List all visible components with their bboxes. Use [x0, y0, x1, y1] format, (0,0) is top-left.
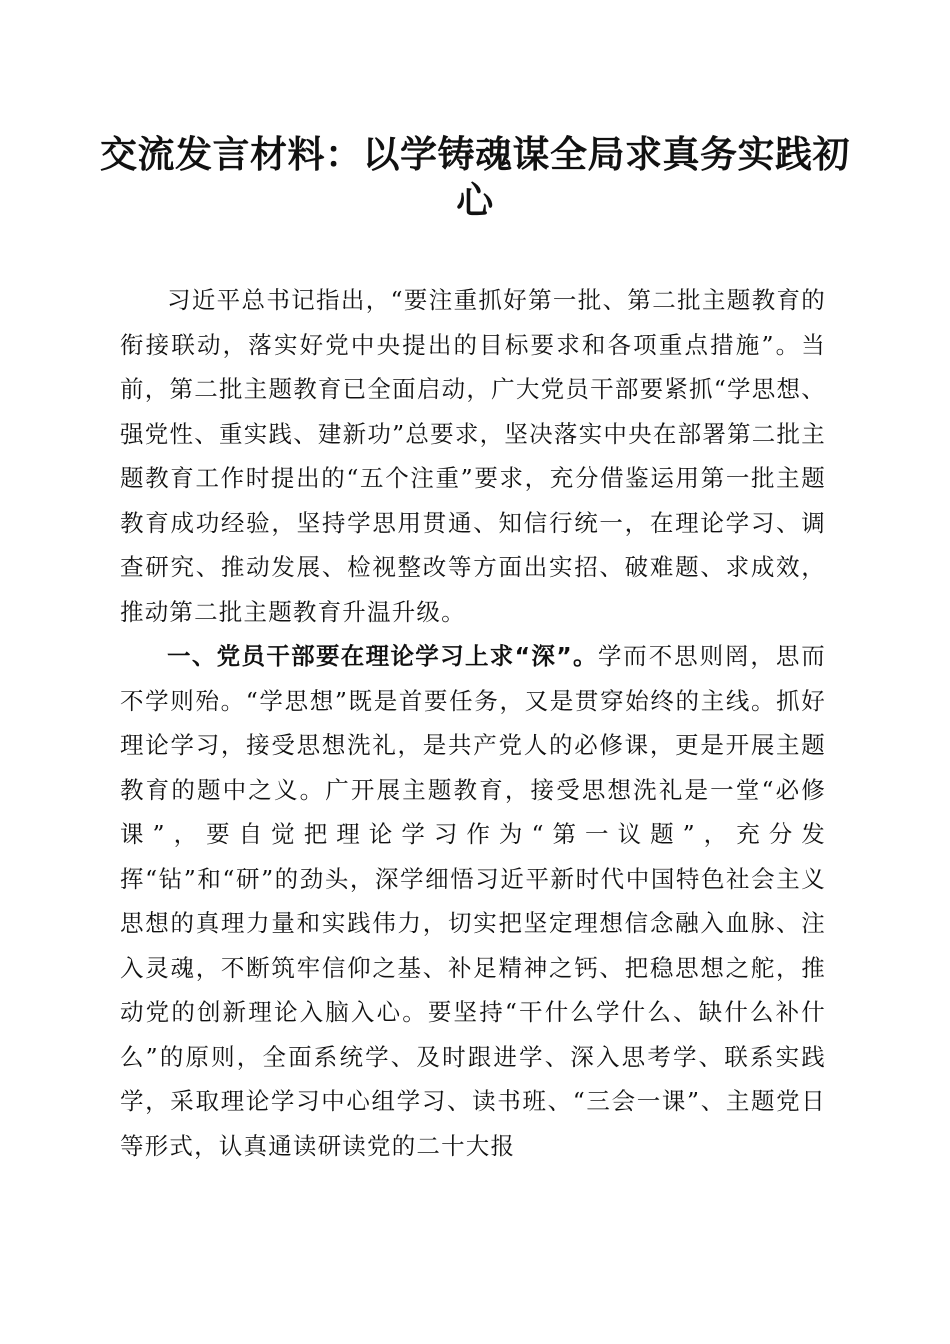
document-body — [120, 278, 826, 1168]
title-line-1: 交流发言材料：以学铸魂谋全局求真务实践初 — [100, 133, 850, 176]
title-line-2: 心 — [456, 179, 494, 222]
paragraph-intro — [120, 278, 826, 634]
paragraph-section-1 — [120, 634, 826, 1168]
section-heading: 一、党员干部要在理论学习上求“深”。 — [167, 642, 598, 670]
paragraph-text: 学而不思则罔，思而不学则殆。“学思想”既是首要任务，又是贯穿始终的主线。抓好理论学习，接受思想洗礼，是共产党人的必修课，更是开展主题教育的题中之义。广开展主题教育，接受思想洗礼是一堂“必修课”，要自觉把理论学习作为“第一议题”，充分发挥“钻”和“研”的劲头，深学细悟习近平新时代中国特色社会主义思想的真理力量和实践伟力，切实把坚定理想信念融入血脉、注入灵魂，不断筑牢信仰之基、补足精神之钙、把稳思想之舵，推动党的创新理论入脑入心。要坚持“干什么学什么、缺什么补什么”的原则，全面系统学、及时跟进学、深入思考学、联系实践学，采取理论学习中心组学习、读书班、“三会一课”、主题党日等形式，认真通读研读党的二十大报 — [120, 642, 826, 1160]
paragraph-text: 习近平总书记指出，“要注重抓好第一批、第二批主题教育的衔接联动，落实好党中央提出的目标要求和各项重点措施”。当前，第二批主题教育已全面启动，广大党员干部要紧抓“学思想、强党性、重实践、建新功”总要求，坚决落实中央在部署第二批主题教育工作时提出的“五个注重”要求，充分借鉴运用第一批主题教育成功经验，坚持学思用贯通、知信行统一，在理论学习、调查研究、推动发展、检视整改等方面出实招、破难题、求成效，推动第二批主题教育升温升级。 — [120, 286, 826, 626]
document-title — [100, 132, 850, 224]
